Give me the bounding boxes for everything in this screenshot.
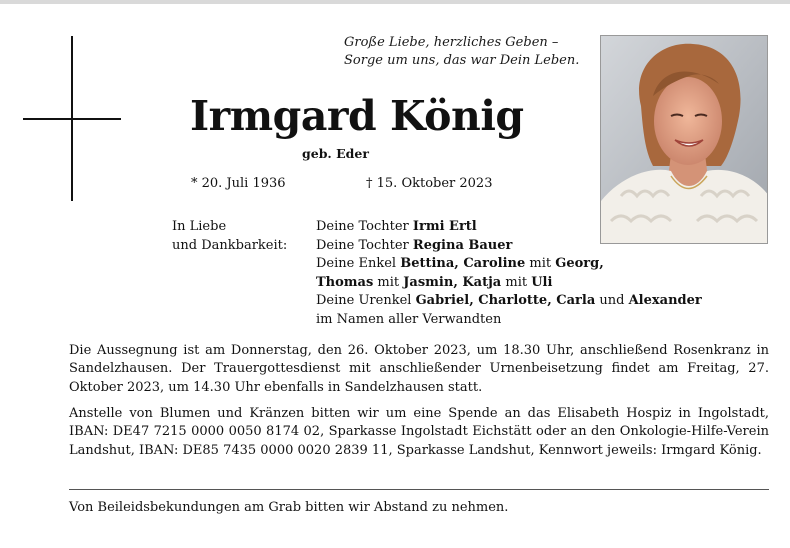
mourner-relation: und: [595, 293, 629, 308]
mourner-name: Georg,: [555, 256, 604, 271]
mourner-relation: Deine Tochter: [316, 237, 413, 253]
mourner-name: Irmi Ertl: [412, 219, 477, 234]
mourner-name: Uli: [531, 274, 553, 290]
mourner-relation: Deine Enkel: [316, 256, 401, 271]
thanks-label: [172, 218, 287, 255]
cross-icon-horizontal: [23, 118, 121, 120]
mourners-list: [316, 218, 736, 329]
mourner-line: [316, 274, 736, 293]
mourner-line: [316, 255, 736, 274]
top-border: [0, 0, 790, 4]
mourner-line: [316, 218, 736, 237]
mourner-name: Gabriel, Charlotte, Carla: [415, 293, 596, 308]
mourner-line: [316, 237, 736, 256]
deceased-name: Irmgard König: [190, 92, 524, 140]
footer-note: Von Beileidsbekundungen am Grab bitten wir Abstand zu nehmen.: [69, 500, 509, 515]
portrait-icon: [601, 36, 768, 244]
death-date: † 15. Oktober 2023: [366, 176, 493, 191]
service-paragraph: Die Aussegnung ist am Donnerstag, den 26. Oktober 2023, um 18.30 Uhr, anschließend Rosenkranz in Sandelzhausen. Der Trauergottesdienst mit anschließender Urnenbeisetzung findet am Freitag, 27. Oktober 2023, um 14.30 Uhr ebenfalls in Sandelzhausen statt.: [69, 343, 769, 395]
mourner-name: Jasmin, Katja: [403, 274, 502, 290]
memorial-quote: [344, 34, 594, 70]
mourner-name: Bettina, Caroline: [400, 256, 526, 271]
mourner-line: [316, 292, 736, 311]
mourner-name: Alexander: [628, 293, 702, 308]
mourner-name: Thomas: [316, 274, 374, 290]
mourner-relation: mit: [373, 274, 404, 290]
divider: [69, 489, 769, 490]
quote-line-2: Sorge um uns, das war Dein Leben.: [344, 53, 580, 68]
mourner-line: [316, 311, 736, 330]
mourner-relation: Deine Urenkel: [316, 293, 416, 308]
mourner-relation: mit: [501, 274, 532, 290]
quote-line-1: Große Liebe, herzliches Geben –: [344, 35, 559, 50]
mourner-relation: Deine Tochter: [316, 219, 413, 234]
thanks-line-1: In Liebe: [172, 219, 227, 234]
birth-date: * 20. Juli 1936: [191, 176, 286, 191]
mourner-name: Regina Bauer: [412, 237, 513, 253]
portrait-photo: [600, 35, 768, 244]
donation-paragraph: Anstelle von Blumen und Kränzen bitten wir um eine Spende an das Elisabeth Hospiz in Ingolstadt, IBAN: DE47 7215 0000 0050 8174 02, Sparkasse Ingolstadt Eichstätt oder an den Onkologie-Hilfe-Verein Landshut, IBAN: DE85 7435 0000 0020 2839 11, Sparkasse Landshut, Kennwort jeweils: Irmgard König.: [69, 406, 769, 458]
birth-name: geb. Eder: [302, 146, 369, 161]
mourner-relation: im Namen aller Verwandten: [316, 311, 502, 327]
mourner-relation: mit: [525, 256, 556, 271]
thanks-line-2: und Dankbarkeit:: [172, 237, 288, 253]
